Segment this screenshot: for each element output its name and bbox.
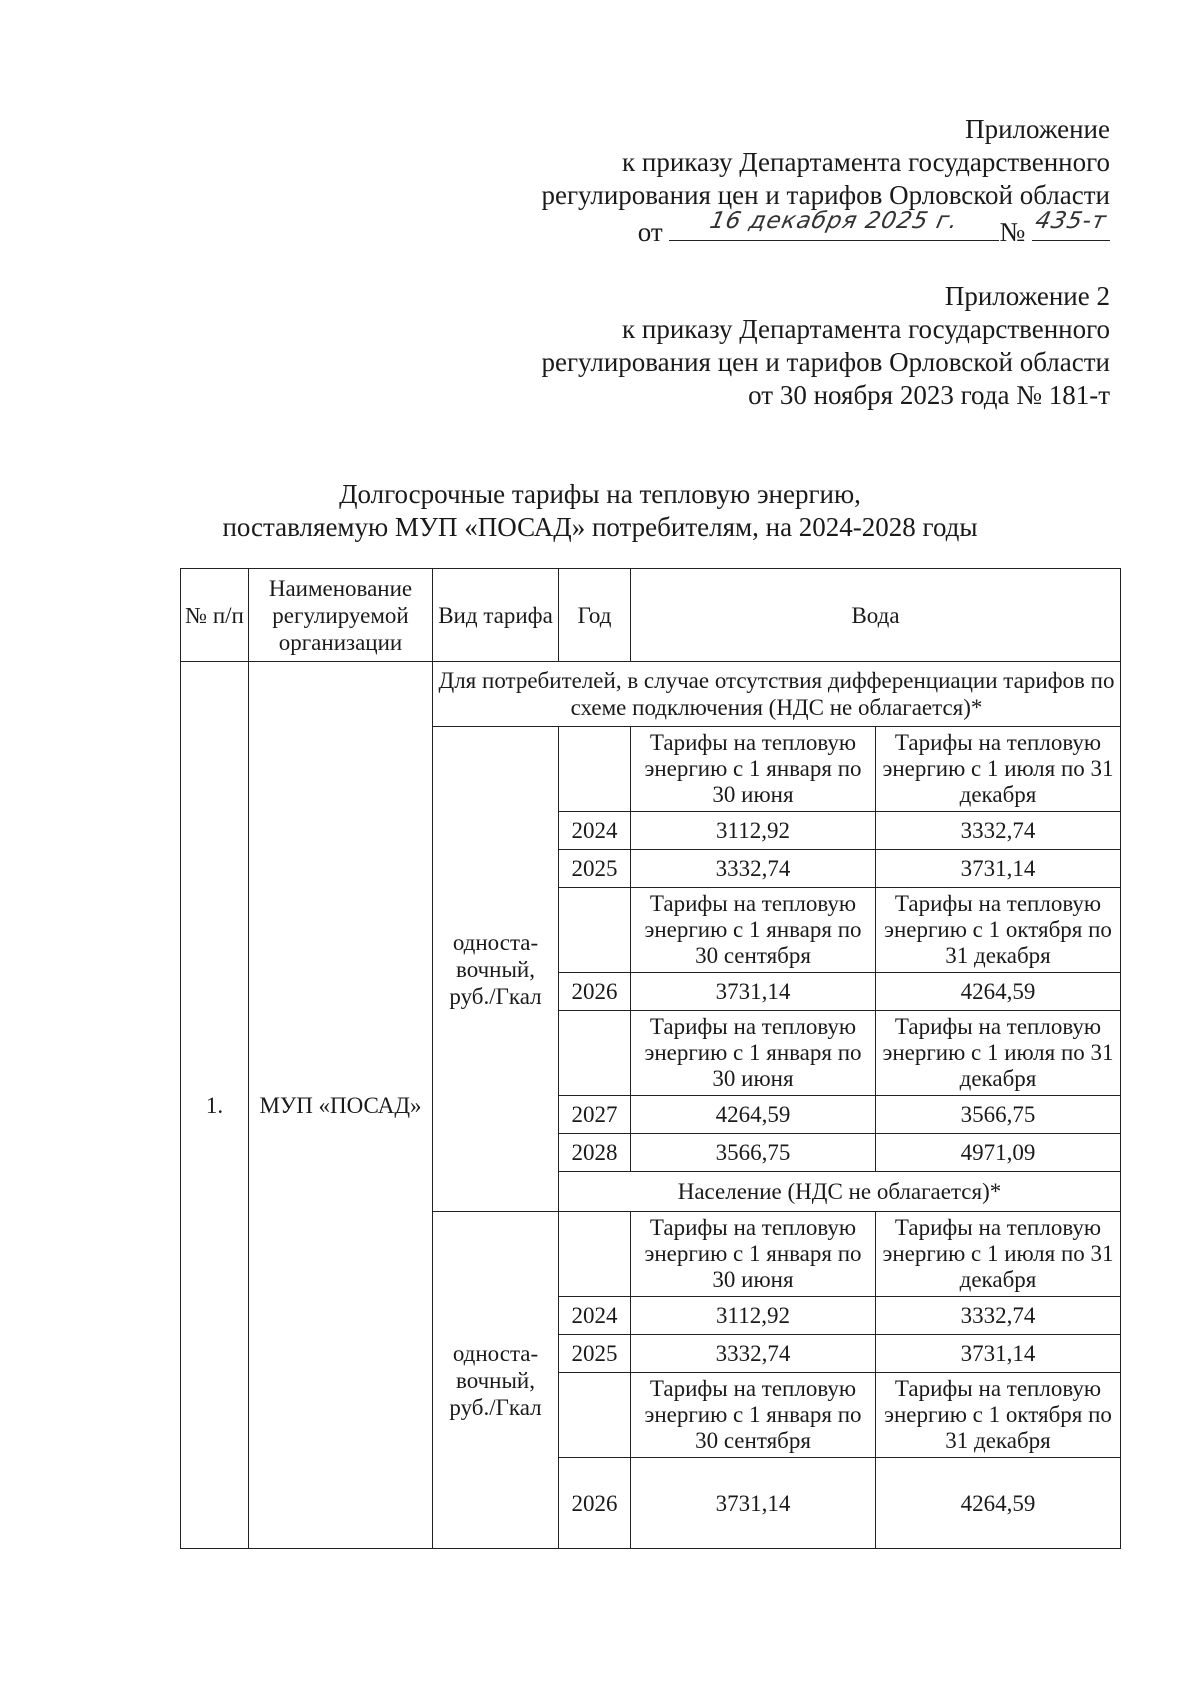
period-caption: Тарифы на тепловую энергию с 1 июля по 31 декабря [876, 727, 1121, 812]
tariff-value: 3731,14 [631, 973, 876, 1011]
tariff-value: 3332,74 [876, 1297, 1121, 1335]
from-label: от [637, 217, 663, 247]
appendix-2-department-line: регулирования цен и тарифов Орловской области [541, 347, 1110, 377]
year-cell: 2026 [559, 1458, 631, 1549]
tariff-table [180, 568, 1121, 1549]
section-row [181, 662, 1121, 727]
tariff-value: 3332,74 [631, 1335, 876, 1373]
tariff-value: 3566,75 [631, 1134, 876, 1172]
appendix-2-title: Приложение 2 [944, 281, 1110, 311]
document-title [0, 478, 1200, 544]
section-2-title: Население (НДС не облагается)* [559, 1172, 1121, 1212]
period-caption: Тарифы на тепловую энергию с 1 января по 30 сентября [631, 1373, 876, 1458]
tariff-value: 3731,14 [876, 1335, 1121, 1373]
period-caption: Тарифы на тепловую энергию с 1 июля по 31 декабря [876, 1011, 1121, 1096]
tariff-value: 4971,09 [876, 1134, 1121, 1172]
year-cell: 2028 [559, 1134, 631, 1172]
appendix-2-order-line: к приказу Департамента государственного [622, 314, 1110, 344]
title-line-2: поставляемую МУП «ПОСАД» потребителям, на 2024-2028 годы [222, 512, 978, 542]
period-caption: Тарифы на тепловую энергию с 1 января по 30 июня [631, 727, 876, 812]
number-field [1032, 208, 1110, 241]
header-num: № п/п [181, 569, 249, 662]
year-cell [559, 1212, 631, 1297]
header-year: Год [559, 569, 631, 662]
year-cell: 2025 [559, 850, 631, 888]
section-1-title: Для потребителей, в случае отсутствия дифференциации тарифов по схеме подключения (НДС не облагается)* [433, 662, 1121, 727]
year-cell [559, 1373, 631, 1458]
year-cell [559, 1011, 631, 1096]
appendix-header [541, 113, 1110, 249]
tariff-value: 3566,75 [876, 1096, 1121, 1134]
period-caption: Тарифы на тепловую энергию с 1 октября по 31 декабря [876, 888, 1121, 973]
header-org: Наименование регулируемой организации [249, 569, 433, 662]
tariff-value: 4264,59 [631, 1096, 876, 1134]
tariff-value: 3332,74 [631, 850, 876, 888]
table-header-row [181, 569, 1121, 662]
tariff-value: 4264,59 [876, 973, 1121, 1011]
period-caption: Тарифы на тепловую энергию с 1 октября по 31 декабря [876, 1373, 1121, 1458]
header-type: Вид тарифа [433, 569, 559, 662]
tariff-type: односта-вочный, руб./Гкал [433, 1212, 559, 1549]
tariff-type: односта-вочный, руб./Гкал [433, 727, 559, 1212]
tariff-value: 3112,92 [631, 812, 876, 850]
handwritten-date: 16 декабря 2025 г. [707, 208, 962, 234]
title-line-1: Долгосрочные тарифы на тепловую энергию, [339, 479, 861, 509]
year-cell: 2026 [559, 973, 631, 1011]
tariff-value: 3731,14 [631, 1458, 876, 1549]
year-cell [559, 888, 631, 973]
number-label: № [999, 217, 1026, 247]
period-caption: Тарифы на тепловую энергию с 1 января по 30 сентября [631, 888, 876, 973]
header-water: Вода [631, 569, 1121, 662]
tariff-value: 3112,92 [631, 1297, 876, 1335]
row-number: 1. [181, 662, 249, 1549]
tariff-value: 3332,74 [876, 812, 1121, 850]
appendix-2-date-line: от 30 ноября 2023 года № 181-т [748, 380, 1110, 410]
appendix-date-line [541, 208, 1110, 249]
date-field [669, 208, 999, 241]
tariff-value: 4264,59 [876, 1458, 1121, 1549]
handwritten-number: 435-т [1033, 208, 1110, 234]
appendix-title: Приложение [965, 114, 1110, 144]
org-name: МУП «ПОСАД» [249, 662, 433, 1549]
year-cell: 2027 [559, 1096, 631, 1134]
period-caption: Тарифы на тепловую энергию с 1 июля по 31 декабря [876, 1212, 1121, 1297]
year-cell: 2024 [559, 812, 631, 850]
appendix-2-header [541, 280, 1110, 412]
period-caption: Тарифы на тепловую энергию с 1 января по 30 июня [631, 1212, 876, 1297]
year-cell: 2025 [559, 1335, 631, 1373]
tariff-value: 3731,14 [876, 850, 1121, 888]
year-cell [559, 727, 631, 812]
year-cell: 2024 [559, 1297, 631, 1335]
appendix-department-line: регулирования цен и тарифов Орловской области [541, 180, 1110, 210]
period-caption: Тарифы на тепловую энергию с 1 января по 30 июня [631, 1011, 876, 1096]
appendix-order-line: к приказу Департамента государственного [622, 147, 1110, 177]
